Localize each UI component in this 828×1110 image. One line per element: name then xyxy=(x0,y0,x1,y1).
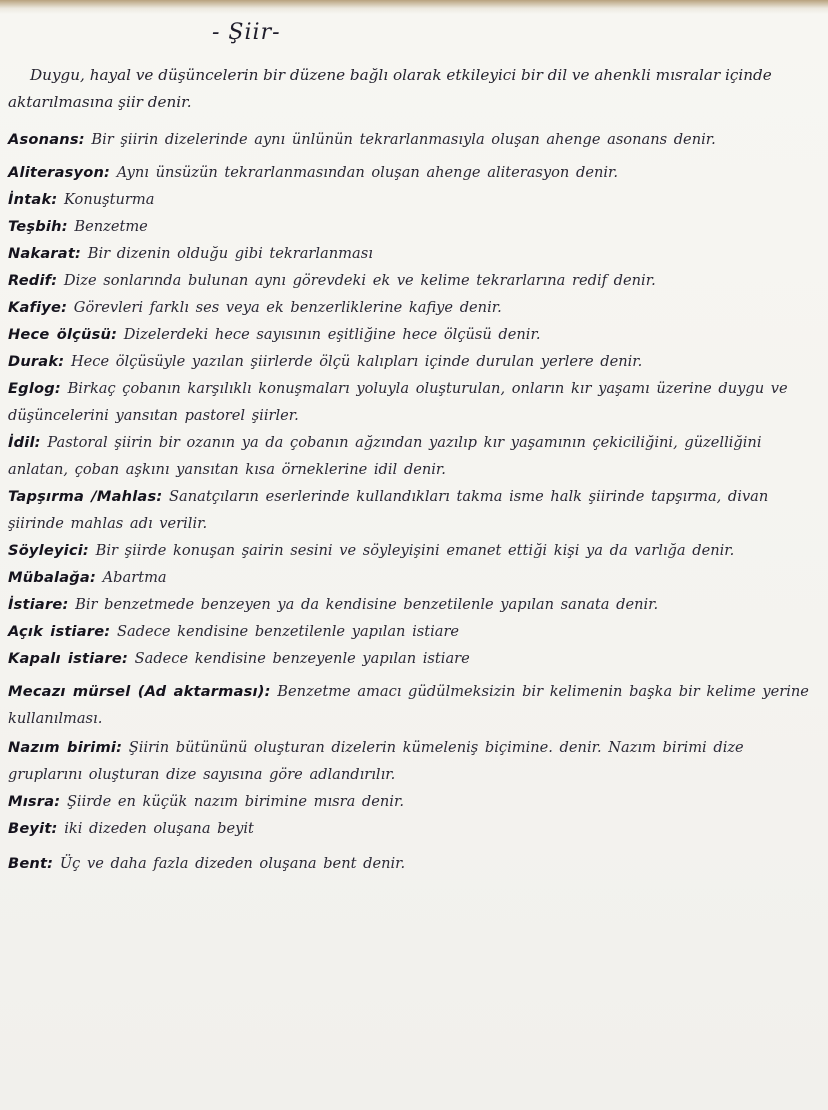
term-nazim-birimi: Nazım birimi: xyxy=(8,739,123,756)
term-misra: Mısra: xyxy=(8,793,61,810)
entry-bent xyxy=(8,850,820,877)
term-acik-istiare: Açık istiare: xyxy=(8,623,111,640)
definition-redif: Dize sonlarında bulunan aynı görevdeki ek ve kelime tekrarlarına redif denir. xyxy=(63,272,656,289)
definition-mubalaga: Abartma xyxy=(102,569,167,586)
definition-tapsirma-mahlas: Sanatçıların eserlerinde kullandıkları takma isme halk şiirinde tapşırma, divan şiirinde mahlas adı verilir. xyxy=(8,488,769,532)
entry-mecazi-mursel xyxy=(8,678,820,732)
page-title: - Şiir- xyxy=(212,20,281,45)
entry-durak xyxy=(8,348,820,375)
entry-redif xyxy=(8,267,820,294)
term-tesbih: Teşbih: xyxy=(8,218,68,235)
term-aliterasyon: Aliterasyon: xyxy=(8,164,111,181)
term-idil: İdil: xyxy=(8,434,41,451)
definition-acik-istiare: Sadece kendisine benzetilenle yapılan istiare xyxy=(116,623,460,640)
definition-asonans: Bir şiirin dizelerinde aynı ünlünün tekrarlanmasıyla oluşan ahenge asonans denir. xyxy=(91,131,716,148)
entry-asonans xyxy=(8,126,820,153)
entry-beyit xyxy=(8,815,820,842)
term-hece-olcusu: Hece ölçüsü: xyxy=(8,326,118,343)
page-top-edge xyxy=(0,0,828,14)
definition-istiare: Bir benzetmede benzeyen ya da kendisine benzetilenle yapılan sanata denir. xyxy=(75,596,659,613)
entry-soyleyici xyxy=(8,537,820,564)
term-durak: Durak: xyxy=(8,353,65,370)
definition-bent: Üç ve daha fazla dizeden oluşana bent denir. xyxy=(59,855,406,872)
entry-kafiye xyxy=(8,294,820,321)
term-istiare: İstiare: xyxy=(8,596,69,613)
term-kafiye: Kafiye: xyxy=(8,299,68,316)
definition-mecazi-mursel: Benzetme amacı güdülmeksizin bir kelimenin başka bir kelime yerine kullanılması. xyxy=(8,683,809,727)
definition-aliterasyon: Aynı ünsüzün tekrarlanmasından oluşan ahenge aliterasyon denir. xyxy=(116,164,619,181)
term-intak: İntak: xyxy=(8,191,58,208)
entry-tesbih xyxy=(8,213,820,240)
entry-mubalaga xyxy=(8,564,820,591)
term-nakarat: Nakarat: xyxy=(8,245,82,262)
term-eglog: Eglog: xyxy=(8,380,61,397)
term-kapali-istiare: Kapalı istiare: xyxy=(8,650,128,667)
entry-istiare xyxy=(8,591,820,618)
term-tapsirma-mahlas: Tapşırma /Mahlas: xyxy=(8,488,163,505)
definition-kafiye: Görevleri farklı ses veya ek benzerliklerine kafiye denir. xyxy=(73,299,502,316)
intro-paragraph: Duygu, hayal ve düşüncelerin bir düzene bağlı olarak etkileyici bir dil ve ahenkli mısralar içinde aktarılmasına şiir denir. xyxy=(8,66,772,111)
definition-misra: Şiirde en küçük nazım birimine mısra denir. xyxy=(66,793,404,810)
entry-nazim-birimi xyxy=(8,734,820,788)
term-redif: Redif: xyxy=(8,272,58,289)
definition-tesbih: Benzetme xyxy=(74,218,148,235)
term-bent: Bent: xyxy=(8,855,54,872)
term-soyleyici: Söyleyici: xyxy=(8,542,89,559)
entry-eglog xyxy=(8,375,820,429)
term-asonans: Asonans: xyxy=(8,131,85,148)
definition-durak: Hece ölçüsüyle yazılan şiirlerde ölçü kalıpları içinde durulan yerlere denir. xyxy=(70,353,643,370)
term-beyit: Beyit: xyxy=(8,820,58,837)
definition-soyleyici: Bir şiirde konuşan şairin sesini ve söyleyişini emanet ettiği kişi ya da varlığa denir. xyxy=(95,542,735,559)
notes-body xyxy=(8,62,820,877)
definition-hece-olcusu: Dizelerdeki hece sayısının eşitliğine hece ölçüsü denir. xyxy=(123,326,541,343)
definition-nazim-birimi: Şiirin bütününü oluşturan dizelerin kümeleniş biçimine. denir. Nazım birimi dize gruplarını oluşturan dize sayısına göre adlandırılır. xyxy=(8,739,744,783)
term-mubalaga: Mübalağa: xyxy=(8,569,96,586)
entry-kapali-istiare xyxy=(8,645,820,672)
definition-idil: Pastoral şiirin bir ozanın ya da çobanın ağzından yazılıp kır yaşamının çekiciliğini, güzelliğini anlatan, çoban aşkını yansıtan kısa örneklerine idil denir. xyxy=(8,434,762,478)
entry-aliterasyon xyxy=(8,159,820,186)
entry-tapsirma-mahlas xyxy=(8,483,820,537)
definition-beyit: iki dizeden oluşana beyit xyxy=(64,820,254,837)
entry-hece-olcusu xyxy=(8,321,820,348)
definition-nakarat: Bir dizenin olduğu gibi tekrarlanması xyxy=(87,245,373,262)
entry-intak xyxy=(8,186,820,213)
definition-kapali-istiare: Sadece kendisine benzeyenle yapılan istiare xyxy=(134,650,470,667)
entry-idil xyxy=(8,429,820,483)
entry-acik-istiare xyxy=(8,618,820,645)
term-mecazi-mursel: Mecazı mürsel (Ad aktarması): xyxy=(8,683,271,700)
entry-nakarat xyxy=(8,240,820,267)
entry-misra xyxy=(8,788,820,815)
definition-eglog: Birkaç çobanın karşılıklı konuşmaları yoluyla oluşturulan, onların kır yaşamı üzerine duygu ve düşüncelerini yansıtan pastorel şiirler. xyxy=(8,380,788,424)
definition-intak: Konuşturma xyxy=(64,191,155,208)
